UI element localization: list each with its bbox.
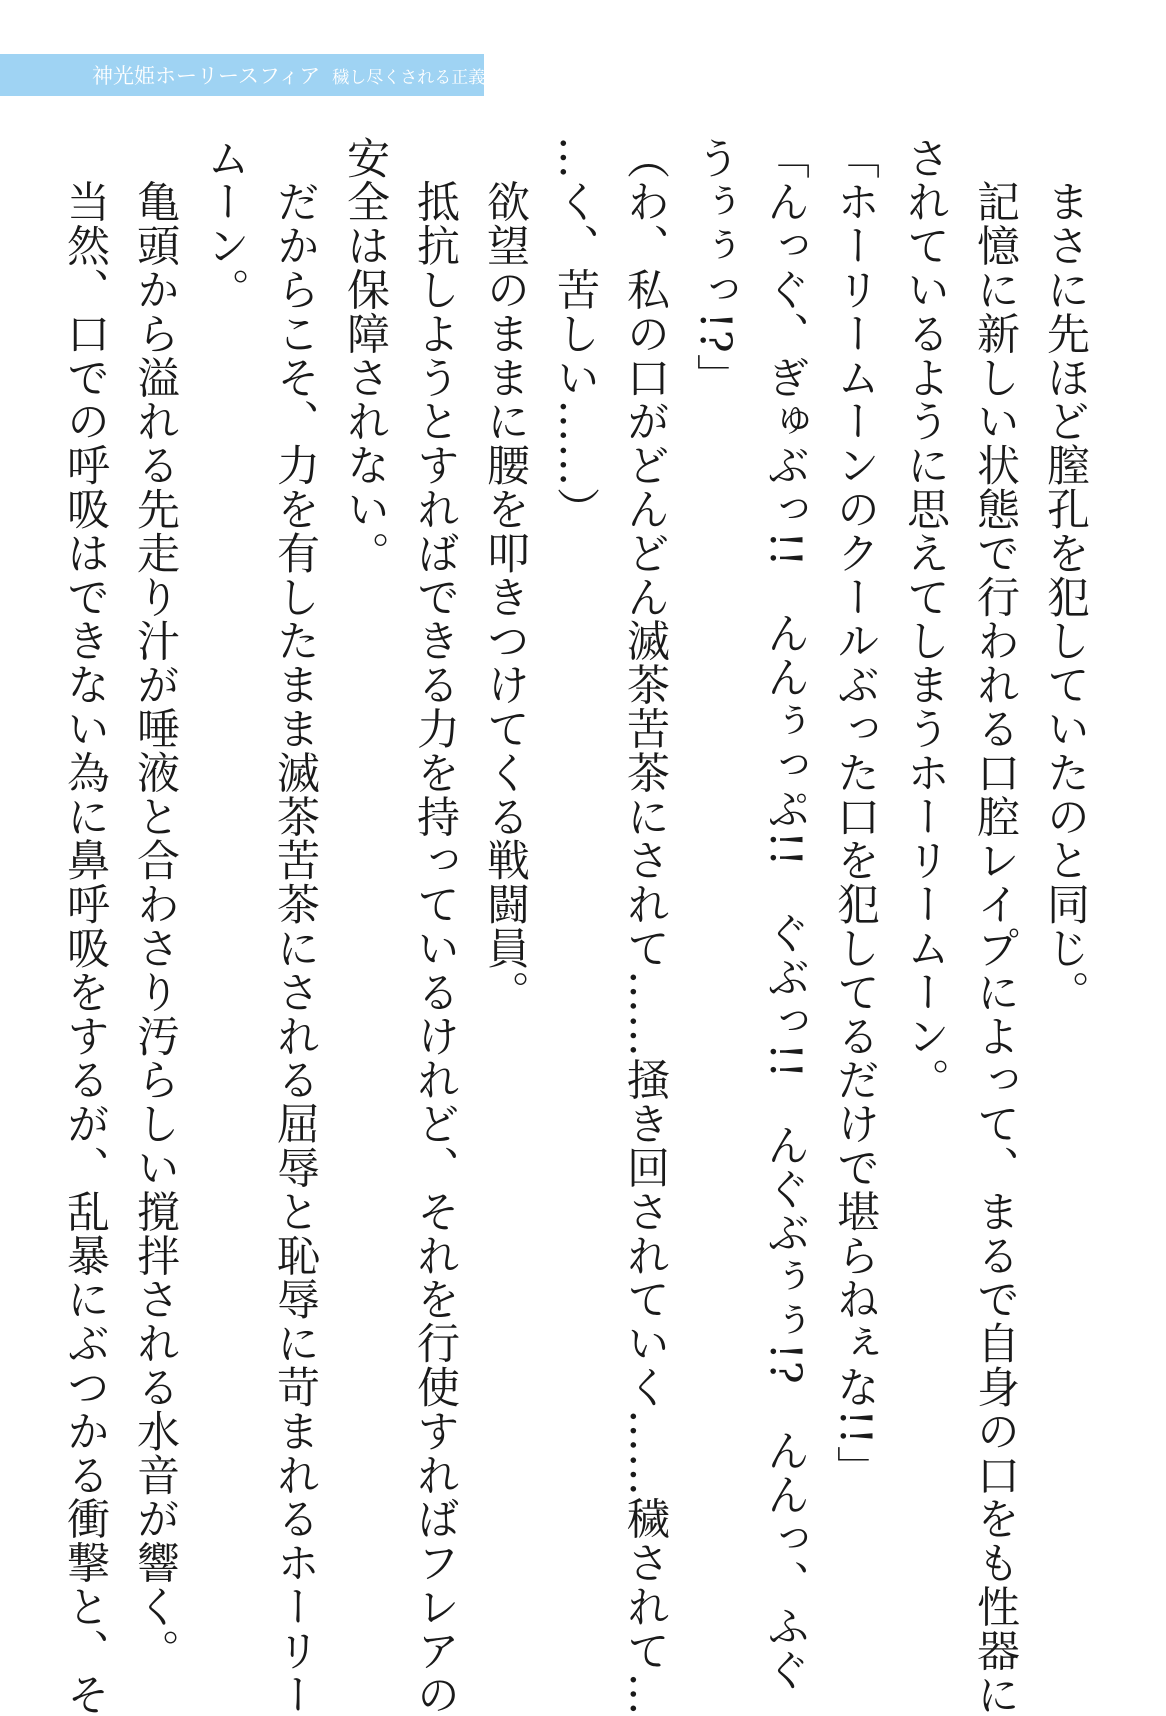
text-line: されているように思えてしまうホーリームーン。 xyxy=(900,136,950,1102)
text-line: まさに先ほど膣孔を犯していたのと同じ。 xyxy=(1040,136,1090,1014)
vertical-body-text xyxy=(60,136,1100,1716)
text-line: 記憶に新しい状態で行われる口腔レイプによって、まるで自身の口をも性器に xyxy=(970,136,1020,1716)
text-line: 「んっぐ、ぎゅぶっ!! んんぅっぷ!! ぐぶっ!! んぐぶぅぅ!? んんっ、ふぐ xyxy=(760,136,810,1693)
running-header xyxy=(0,54,484,96)
text-line: ムーン。 xyxy=(200,136,250,312)
text-line: 欲望のままに腰を叩きつけてくる戦闘員。 xyxy=(480,136,530,1014)
text-line: （わ、私の口がどんどん滅茶苦茶にされて……掻き回されていく……穢されて… xyxy=(620,136,670,1716)
text-line: 抵抗しようとすればできる力を持っているけれど、それを行使すればフレアの xyxy=(410,136,460,1716)
book-title: 神光姫ホーリースフィア xyxy=(92,64,321,88)
text-line: 安全は保障されない。 xyxy=(340,136,390,575)
text-line: うぅぅっ!?」 xyxy=(690,136,740,398)
text-line: …く、苦しい……） xyxy=(550,136,600,532)
text-line: 亀頭から溢れる先走り汁が唾液と合わさり汚らしい撹拌される水音が響く。 xyxy=(130,136,180,1673)
text-line: 「ホーリームーンのクールぶった口を犯してるだけで堪らねぇな!!」 xyxy=(830,136,880,1490)
text-line: 当然、口での呼吸はできない為に鼻呼吸をするが、乱暴にぶつかる衝撃と、そ xyxy=(60,136,110,1716)
chapter-title: 穢し尽くされる正義 xyxy=(332,67,486,88)
text-line: だからこそ、力を有したまま滅茶苦茶にされる屈辱と恥辱に苛まれるホーリー xyxy=(270,136,320,1716)
